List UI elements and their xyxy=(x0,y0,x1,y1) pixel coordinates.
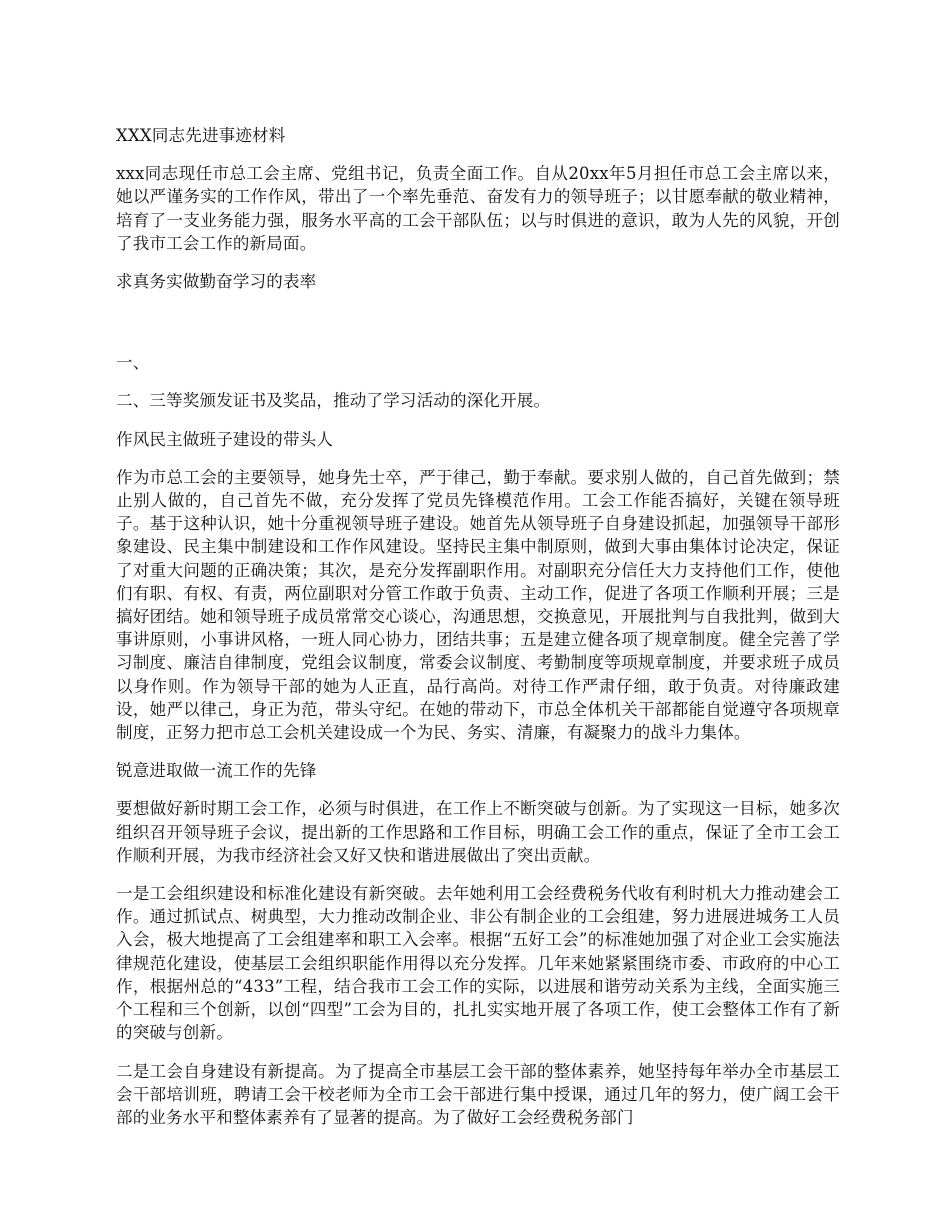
list-item-one: 一、 xyxy=(116,353,150,373)
section-heading-study: 求真务实做勤奋学习的表率 xyxy=(116,272,317,292)
document-title: XXX同志先进事迹材料 xyxy=(116,126,286,145)
list-item-two: 二、三等奖颁发证书及奖品，推动了学习活动的深化开展。 xyxy=(116,391,551,411)
team-paragraph: 作为市总工会的主要领导，她身先士卒，严于律己，勤于奉献。要求别人做的，自己首先做到；禁止别人做的，自己首先不做，充分发挥了党员先锋模范作用。工会工作能否搞好，关键在领导班子。基于这种认识，她十分重视领导班子建设。她首先从领导班子自身建设抓起，加强领导干部形象建设、民主集中制建设和工作作风建设。坚持民主集中制原则，做到大事由集体讨论决定，保证了对重大问题的正确决策；其次，是充分发挥副职作用。对副职充分信任大力支持他们工作，使他们有职、有权、有责，两位副职对分管工作敢于负责、主动工作，促进了各项工作顺利开展；三是搞好团结。她和领导班子成员常常交心谈心，沟通思想，交换意见，开展批判与自我批判，做到大事讲原则，小事讲风格，一班人同心协力，团结共事；五是建立健各项了规章制度。健全完善了学习制度、廉洁自律制度，党组会议制度，常委会议制度、考勤制度等项规章制度，并要求班子成员以身作则。作为领导干部的她为人正直，品行高尚。对待工作严肃仔细，敢于负责。对待廉政建设，她严以律己，身正为范，带头守纪。在她的带动下，市总全体机关干部都能自觉遵守各项规章制度，正努力把市总工会机关建设成一个为民、务实、清廉，有凝聚力的战斗力集体。 xyxy=(116,467,840,743)
self-building-paragraph: 二是工会自身建设有新提高。为了提高全市基层工会干部的整体素养，她坚持每年举办全市基层工会干部培训班，聘请工会干校老师为全市工会干部进行集中授课，通过几年的努力，使广阔工会干部的业务水平和整体素养有了显著的提高。为了做好工会经费税务部门 xyxy=(116,1061,840,1127)
section-heading-pioneer: 锐意进取做一流工作的先锋 xyxy=(116,761,317,781)
section-heading-team: 作风民主做班子建设的带头人 xyxy=(116,429,334,449)
document-body xyxy=(116,124,840,1129)
intro-paragraph: xxx同志现任市总工会主席、党组书记，负责全面工作。自从20xx年5月担任市总工会主席以来，她以严谨务实的工作作风，带出了一个率先垂范、奋发有力的领导班子；以甘愿奉献的敬业精神，培育了一支业务能力强，服务水平高的工会干部队伍；以与时俱进的意识，敢为人先的风貌，开创了我市工会工作的新局面。 xyxy=(116,164,840,253)
organization-paragraph: 一是工会组织建设和标准化建设有新突破。去年她利用工会经费税务代收有利时机大力推动建会工作。通过抓试点、树典型，大力推动改制企业、非公有制企业的工会组建，努力进展进城务工人员入会，极大地提高了工会组建率和职工入会率。根据“五好工会”的标准她加强了对企业工会实施法律规范化建设，使基层工会组织职能作用得以充分发挥。几年来她紧紧围绕市委、市政府的中心工作，根据州总的“433”工程，结合我市工会工作的实际，以进展和谐劳动关系为主线，全面实施三个工程和三个创新，以创“四型”工会为目的，扎扎实实地开展了各项工作，使工会整体工作有了新的突破与创新。 xyxy=(116,884,840,1043)
pioneer-paragraph: 要想做好新时期工会工作，必须与时俱进，在工作上不断突破与创新。为了实现这一目标，她多次组织召开领导班子会议，提出新的工作思路和工作目标，明确工会工作的重点，保证了全市工会工作顺利开展，为我市经济社会又好又快和谐进展做出了突出贡献。 xyxy=(116,799,840,865)
